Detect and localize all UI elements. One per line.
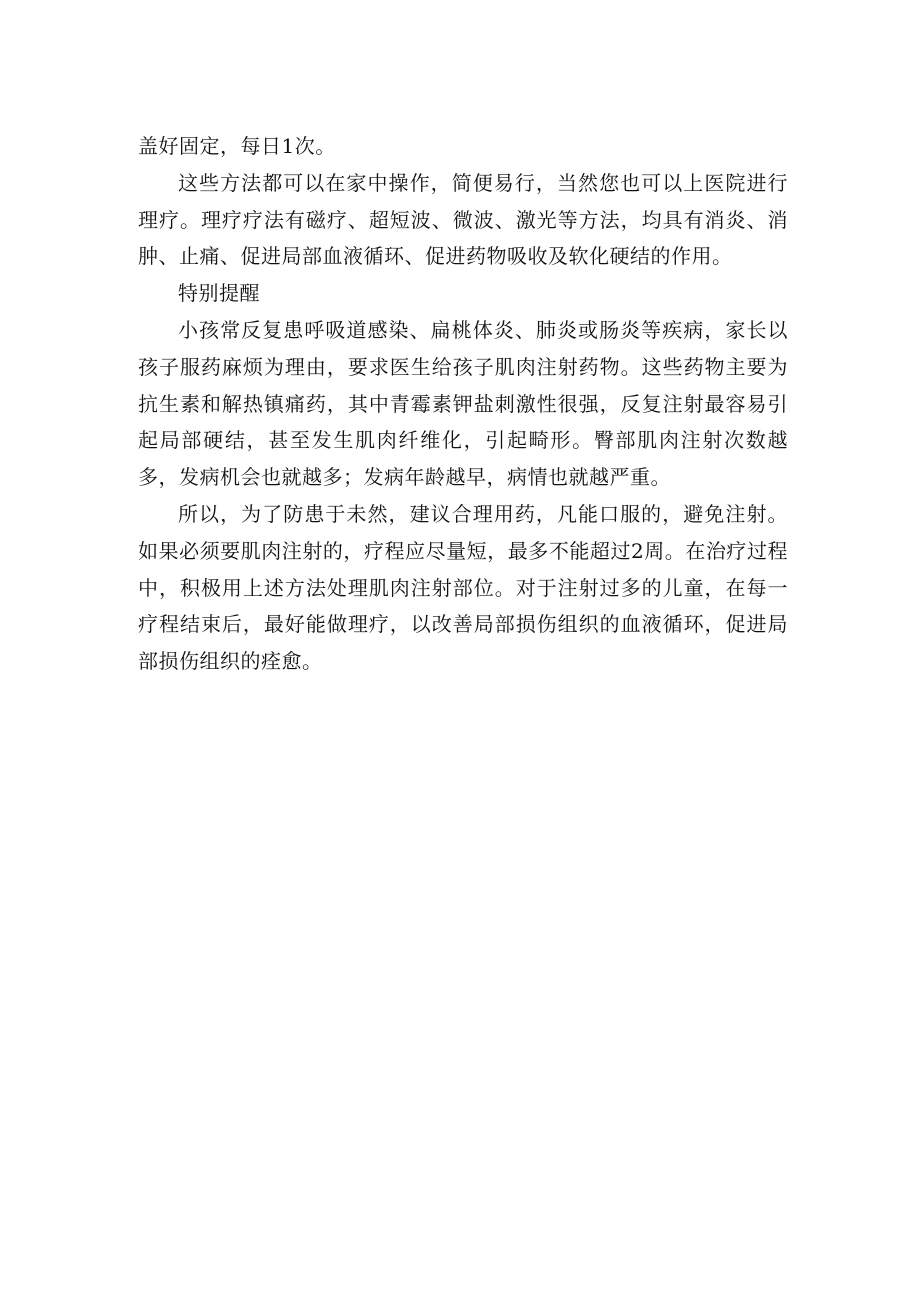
paragraph-prevention: 所以，为了防患于未然，建议合理用药，凡能口服的，避免注射。如果必须要肌肉注射的，疗程应尽量短，最多不能超过2周。在治疗过程中，积极用上述方法处理肌肉注射部位。对于注射过多的儿童，在每一疗程结束后，最好能做理疗，以改善局部损伤组织的血液循环，促进局部损伤组织的痊愈。 — [138, 501, 788, 674]
paragraph-children-injections: 小孩常反复患呼吸道感染、扁桃体炎、肺炎或肠炎等疾病，家长以孩子服药麻烦为理由，要求医生给孩子肌肉注射药物。这些药物主要为抗生素和解热镇痛药，其中青霉素钾盐刺激性很强，反复注射最容易引起局部硬结，甚至发生肌肉纤维化，引起畸形。臀部肌肉注射次数越多，发病机会也就越多；发病年龄越早，病情也就越严重。 — [138, 317, 788, 490]
paragraph-home-methods: 这些方法都可以在家中操作，简便易行，当然您也可以上医院进行理疗。理疗疗法有磁疗、超短波、微波、激光等方法，均具有消炎、消肿、止痛、促进局部血液循环、促进药物吸收及软化硬结的作用。 — [138, 170, 788, 269]
paragraph-continuation: 盖好固定，每日1次。 — [138, 134, 336, 158]
section-heading-special-reminder: 特别提醒 — [178, 281, 260, 306]
document-page — [138, 128, 788, 680]
